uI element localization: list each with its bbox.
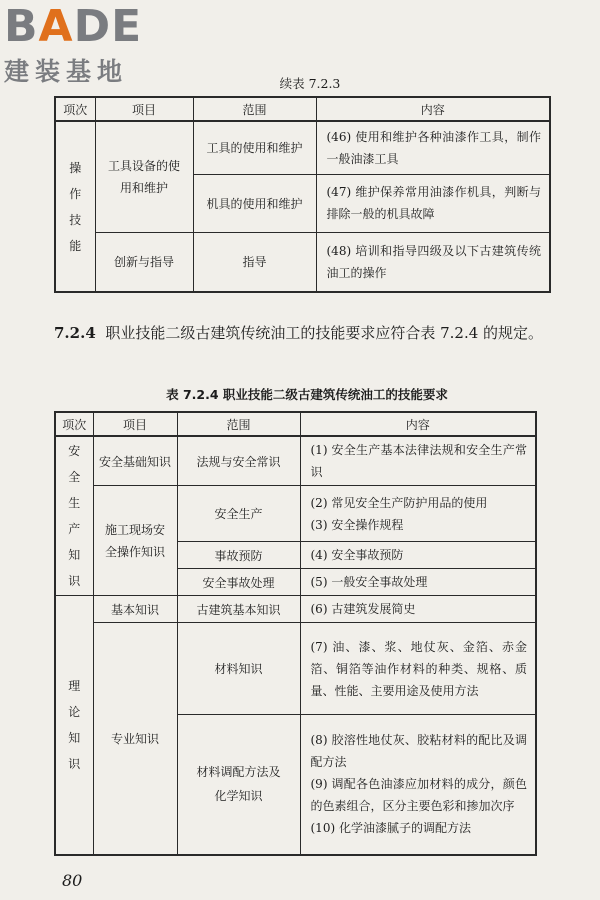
table-row	[55, 486, 536, 542]
scope-cell: 材料知识	[177, 623, 300, 715]
table2-caption: 表 7.2.4 职业技能二级古建筑传统油工的技能要求	[166, 387, 448, 402]
table-row	[55, 596, 536, 623]
table-7-2-3-continued	[54, 96, 551, 293]
content-cell	[300, 486, 536, 542]
scope-cell: 指导	[193, 232, 316, 292]
table-row	[55, 436, 536, 486]
table-row	[55, 232, 550, 292]
clause-7-2-4	[54, 321, 554, 346]
scope-cell: 事故预防	[177, 542, 300, 569]
content-cell: (7) 油、漆、浆、地仗灰、金箔、赤金箔、铜箔等油作材料的种类、规格、质量、性能、主要用途及使用方法	[300, 623, 536, 715]
content-cell: (47) 维护保养常用油漆作机具，判断与排除一般的机具故障	[316, 174, 550, 232]
content-cell: (6) 古建筑发展简史	[300, 596, 536, 623]
table-row	[55, 623, 536, 715]
item-cell: 施工现场安全操作知识	[93, 486, 177, 596]
content-cell	[300, 715, 536, 855]
item-cell: 创新与指导	[95, 232, 193, 292]
header-index: 项次	[55, 97, 95, 121]
table1-caption: 续表 7.2.3	[279, 76, 341, 91]
scope-cell: 法规与安全常识	[177, 436, 300, 486]
header-item: 项目	[93, 412, 177, 436]
header-item: 项目	[95, 97, 193, 121]
scope-cell: 机具的使用和维护	[193, 174, 316, 232]
item-cell: 基本知识	[93, 596, 177, 623]
content-line: (10) 化学油漆腻子的调配方法	[310, 821, 471, 836]
item-cell: 安全基础知识	[93, 436, 177, 486]
scope-cell: 工具的使用和维护	[193, 121, 316, 174]
scope-cell: 安全生产	[177, 486, 300, 542]
table-header-row	[55, 412, 536, 436]
content-cell: (5) 一般安全事故处理	[300, 569, 536, 596]
content-line: (2) 常见安全生产防护用品的使用	[310, 495, 488, 510]
header-content: 内容	[316, 97, 550, 121]
page-number: 80	[62, 871, 83, 890]
table-7-2-4	[54, 411, 537, 856]
category-cell: 操作技能	[55, 121, 95, 292]
content-line: (8) 胶溶性地仗灰、胶粘材料的配比及调配方法	[310, 733, 527, 770]
content-cell: (4) 安全事故预防	[300, 542, 536, 569]
category-cell: 理论知识	[55, 596, 93, 855]
scope-cell: 安全事故处理	[177, 569, 300, 596]
header-scope: 范围	[193, 97, 316, 121]
header-content: 内容	[300, 412, 536, 436]
scope-cell: 古建筑基本知识	[177, 596, 300, 623]
logo-wordmark: BADE	[4, 1, 143, 52]
logo-subtitle: 建装基地	[4, 57, 129, 86]
content-cell: (1) 安全生产基本法律法规和安全生产常识	[300, 436, 536, 486]
category-cell: 安全生产知识	[55, 436, 93, 596]
clause-text: 职业技能二级古建筑传统油工的技能要求应符合表 7.2.4 的规定。	[105, 324, 544, 342]
clause-number: 7.2.4	[54, 324, 96, 342]
header-index: 项次	[55, 412, 93, 436]
content-line: (3) 安全操作规程	[310, 517, 404, 532]
header-scope: 范围	[177, 412, 300, 436]
table-header-row	[55, 97, 550, 121]
content-cell: (46) 使用和维护各种油漆作工具，制作一般油漆工具	[316, 121, 550, 174]
content-cell: (48) 培训和指导四级及以下古建筑传统油工的操作	[316, 232, 550, 292]
item-cell: 专业知识	[93, 623, 177, 855]
table-row	[55, 121, 550, 174]
scope-cell: 材料调配方法及化学知识	[177, 715, 300, 855]
item-cell: 工具设备的使用和维护	[95, 121, 193, 232]
content-line: (9) 调配各色油漆应加材料的成分，颜色的色素组合，区分主要色彩和掺加次序	[310, 777, 527, 814]
